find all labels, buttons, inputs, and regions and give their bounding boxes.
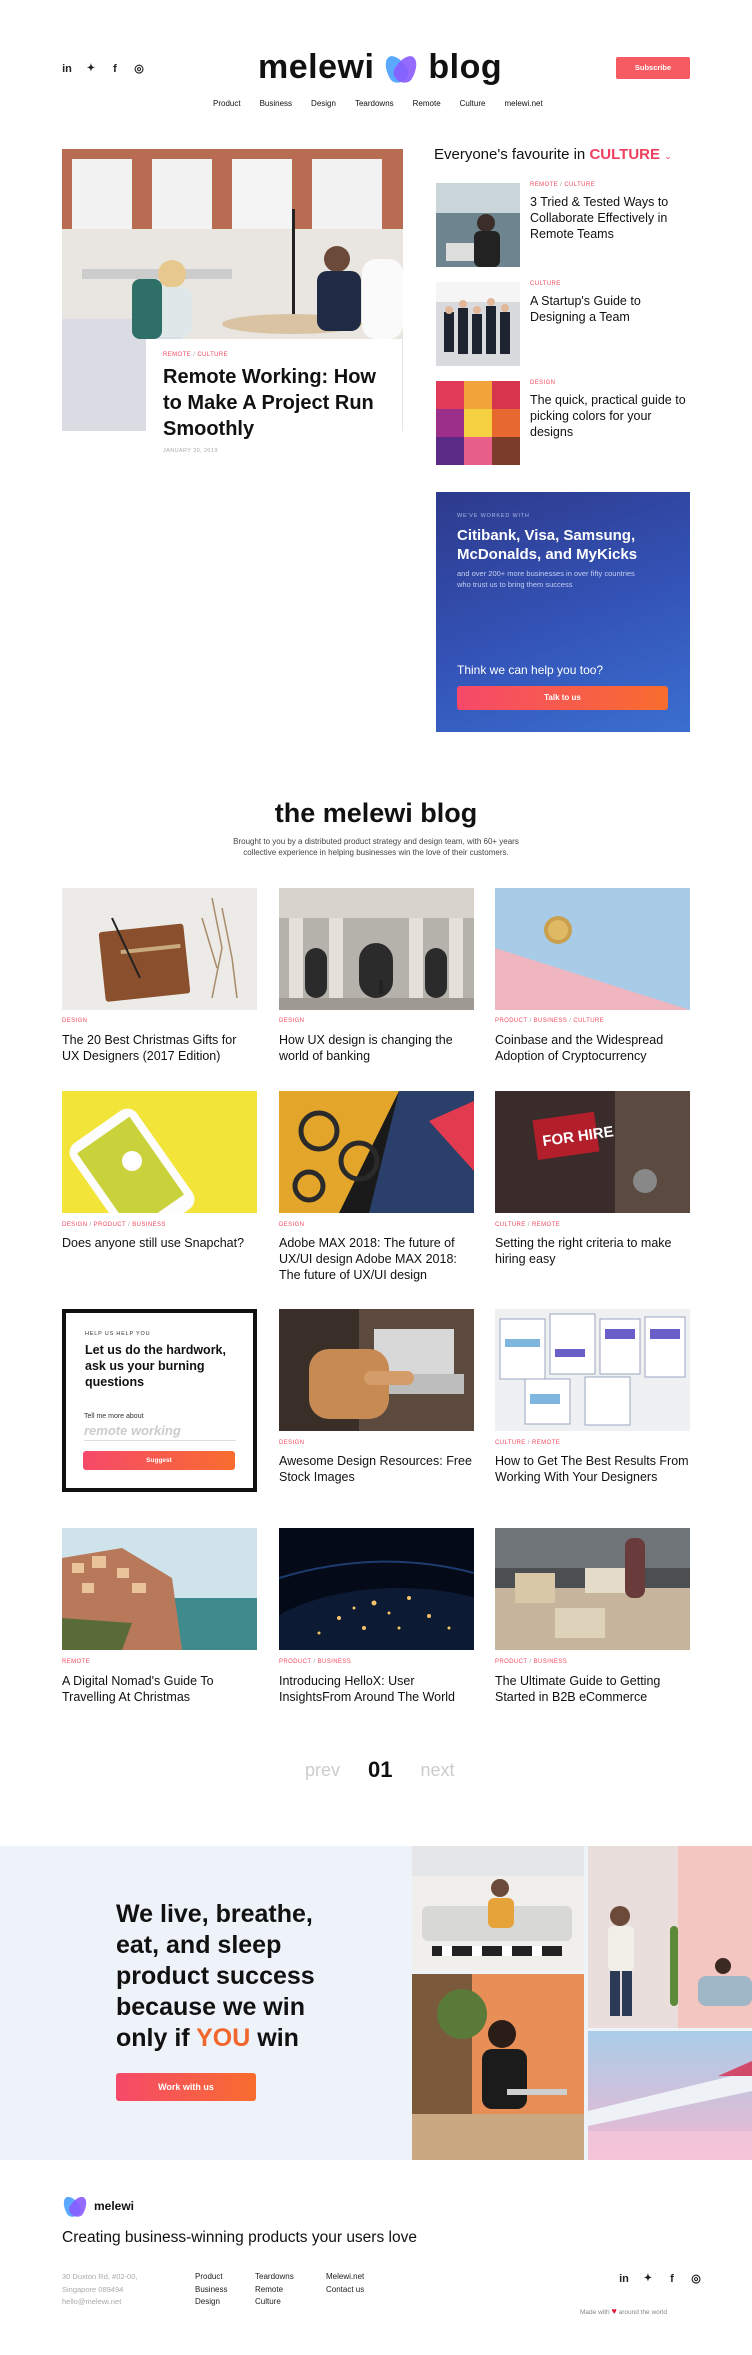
help-box-title: Let us do the hardwork, ask us your burning questions	[85, 1343, 226, 1389]
hero-date: JANUARY 20, 2019	[163, 448, 218, 454]
pagination	[305, 1757, 455, 1783]
nav-item-product[interactable]: Product	[213, 99, 241, 108]
help-box-eyebrow: HELP US HELP YOU	[85, 1331, 151, 1337]
svg-text:FOR HIRE: FOR HIRE	[541, 1123, 615, 1151]
blog-section-title: the melewi blog	[274, 798, 478, 828]
talk-to-us-button[interactable]: Talk to us	[457, 686, 668, 710]
card-title[interactable]: Awesome Design Resources: Free Stock Images	[279, 1454, 472, 1484]
chevron-down-icon[interactable]: ⌄	[664, 151, 672, 161]
footer-logo[interactable]	[62, 2195, 134, 2217]
card-title[interactable]: Setting the right criteria to make hiring easy	[495, 1236, 672, 1266]
suggest-button[interactable]: Suggest	[83, 1451, 235, 1470]
promo-clients: Citibank, Visa, Samsung, McDonalds, and MyKicks	[457, 527, 638, 563]
card-image[interactable]	[495, 888, 690, 1010]
card-image[interactable]	[279, 1309, 474, 1431]
logo-text-right: blog	[428, 48, 503, 86]
next-page-link[interactable]: next	[420, 1759, 455, 1780]
card-image[interactable]	[279, 888, 474, 1010]
footer-link[interactable]: Melewi.net	[326, 2272, 365, 2281]
subscribe-button[interactable]: Subscribe	[616, 57, 690, 79]
hero-tag[interactable]: CULTURE	[197, 352, 229, 358]
footer-tagline: Creating business-winning products your users love	[62, 2229, 417, 2246]
footer-social-links	[617, 2272, 703, 2285]
card-title[interactable]: The Ultimate Guide to Getting Started in B2B eCommerce	[495, 1674, 661, 1704]
card-tags: DESIGN	[279, 1018, 305, 1024]
favourites-heading-prefix: Everyone's favourite in	[434, 146, 586, 163]
made-with-suffix: around the world	[618, 2309, 668, 2316]
hero-tags: REMOTE / CULTURE	[163, 352, 229, 358]
card-image[interactable]	[495, 1528, 690, 1650]
footer-link[interactable]: Culture	[255, 2297, 281, 2306]
promo-eyebrow: WE'VE WORKED WITH	[457, 513, 530, 519]
favourite-thumbnail[interactable]	[436, 183, 520, 267]
favourites-category[interactable]: CULTURE	[589, 146, 660, 163]
cta-photo-airplane-wing	[588, 2031, 752, 2160]
card-image[interactable]	[495, 1091, 690, 1213]
favourites-heading	[434, 146, 672, 163]
favourite-thumbnail[interactable]	[436, 381, 520, 465]
card-tags: DESIGN	[279, 1440, 305, 1446]
card-title[interactable]: A Digital Nomad's Guide To Travelling At Christmas	[62, 1674, 214, 1704]
twitter-icon[interactable]: ✦	[643, 2273, 653, 2284]
linkedin-icon[interactable]: in	[619, 2272, 629, 2285]
cta-headline-end: win	[257, 2024, 299, 2052]
footer-links-col2	[255, 2271, 294, 2309]
cta-photo-man-plant	[588, 1846, 752, 2028]
promo-cta-text: Think we can help you too?	[457, 663, 604, 677]
card-tags: DESIGN / PRODUCT / BUSINESS	[62, 1222, 166, 1228]
nav-item-remote[interactable]: Remote	[412, 99, 441, 108]
favourite-title[interactable]: 3 Tried & Tested Ways to Collaborate Effectively in Remote Teams	[530, 195, 669, 241]
leaf-logo-icon	[384, 53, 418, 83]
facebook-icon[interactable]: f	[670, 2272, 674, 2285]
address-line: Singapore 089494	[62, 2284, 124, 2294]
footer-address	[62, 2271, 137, 2309]
address-line: 30 Duxton Rd, #02-00,	[62, 2272, 138, 2281]
cta-headline-text: We live, breathe, eat, and sleep product success because we win only if	[116, 1900, 315, 2052]
help-box-field-label: Tell me more about	[84, 1413, 144, 1420]
logo-text-left: melewi	[258, 48, 375, 86]
favourite-tags: DESIGN	[530, 380, 556, 386]
footer-logo-text: melewi	[94, 2199, 135, 2213]
cta-highlight: YOU	[196, 2024, 251, 2052]
nav-item-design[interactable]: Design	[311, 99, 336, 108]
favourite-tags: REMOTE / CULTURE	[530, 182, 596, 188]
card-tags: REMOTE	[62, 1659, 91, 1665]
card-image[interactable]	[62, 1091, 257, 1213]
card-tags: DESIGN	[62, 1018, 88, 1024]
linkedin-icon[interactable]: in	[62, 62, 72, 75]
made-with-prefix: Made with	[580, 2309, 610, 2316]
footer-link[interactable]: Business	[195, 2284, 228, 2294]
card-image[interactable]	[279, 1528, 474, 1650]
card-title[interactable]: The 20 Best Christmas Gifts for UX Designers (2017 Edition)	[62, 1033, 237, 1063]
leaf-logo-icon	[62, 2195, 88, 2217]
card-title[interactable]: How to Get The Best Results From Working With Your Designers	[495, 1454, 689, 1484]
email-link[interactable]: hello@melewi.net	[62, 2297, 122, 2306]
card-image[interactable]	[62, 1528, 257, 1650]
main-nav	[213, 99, 543, 108]
hero-tag[interactable]: REMOTE	[163, 352, 192, 358]
social-links	[60, 62, 146, 75]
card-title[interactable]: Coinbase and the Widespread Adoption of Cryptocurrency	[495, 1033, 664, 1063]
promo-subtext: and over 200+ more businesses in over fifty countries who trust us to bring them success	[457, 569, 635, 589]
card-tags: CULTURE / REMOTE	[495, 1440, 561, 1446]
card-title[interactable]: Adobe MAX 2018: The future of UX/UI design Adobe MAX 2018: The future of UX/UI design	[279, 1236, 457, 1282]
nav-item-melewi-net[interactable]: melewi.net	[504, 99, 543, 108]
footer-link[interactable]: Design	[195, 2297, 220, 2306]
card-image[interactable]	[495, 1309, 690, 1431]
card-image[interactable]	[62, 888, 257, 1010]
favourite-title[interactable]: The quick, practical guide to picking colors for your designs	[530, 393, 686, 439]
card-title[interactable]: How UX design is changing the world of banking	[279, 1033, 453, 1063]
card-image[interactable]	[279, 1091, 474, 1213]
favourite-thumbnail[interactable]	[436, 282, 520, 366]
cta-photo-woman-laptop	[412, 1974, 584, 2160]
card-tags: PRODUCT / BUSINESS	[279, 1659, 352, 1665]
card-tags: PRODUCT / BUSINESS / CULTURE	[495, 1018, 605, 1024]
footer-links-col1	[195, 2271, 227, 2309]
favourite-tags: CULTURE	[530, 281, 561, 287]
card-tags: CULTURE / REMOTE	[495, 1222, 561, 1228]
heart-icon: ♥	[611, 2306, 617, 2316]
cta-photo-living-room	[412, 1846, 584, 1971]
footer-link[interactable]: Teardowns	[255, 2272, 294, 2281]
footer-link[interactable]: Product	[195, 2272, 223, 2281]
current-page: 01	[368, 1757, 393, 1782]
prev-page-link[interactable]: prev	[305, 1759, 341, 1780]
card-title[interactable]: Does anyone still use Snapchat?	[62, 1236, 245, 1250]
footer-link[interactable]: Contact us	[326, 2284, 365, 2294]
blog-section-description: Brought to you by a distributed product strategy and design team, with 60+ years collective experience in helping businesses win the love of their customers.	[233, 837, 519, 857]
topic-input[interactable]: remote working	[84, 1423, 236, 1441]
card-title[interactable]: Introducing HelloX: User InsightsFrom Around The World	[279, 1674, 456, 1704]
card-tags: PRODUCT / BUSINESS	[495, 1659, 568, 1665]
nav-item-business[interactable]: Business	[259, 99, 293, 108]
made-with-love	[580, 2306, 667, 2316]
nav-item-culture[interactable]: Culture	[459, 99, 486, 108]
footer-links-col3	[326, 2271, 364, 2296]
cta-headline	[116, 1899, 346, 2054]
instagram-icon[interactable]: ◎	[691, 2273, 701, 2285]
footer-link[interactable]: Remote	[255, 2284, 284, 2294]
site-logo[interactable]	[258, 48, 502, 87]
nav-item-teardowns[interactable]: Teardowns	[354, 99, 394, 108]
twitter-icon[interactable]: ✦	[86, 63, 96, 74]
favourite-title[interactable]: A Startup's Guide to Designing a Team	[530, 294, 641, 324]
work-with-us-button[interactable]: Work with us	[116, 2073, 256, 2101]
hero-title[interactable]: Remote Working: How to Make A Project Run Smoothly	[163, 366, 376, 440]
instagram-icon[interactable]: ◎	[134, 63, 144, 75]
facebook-icon[interactable]: f	[113, 62, 117, 75]
card-tags: DESIGN	[279, 1222, 305, 1228]
